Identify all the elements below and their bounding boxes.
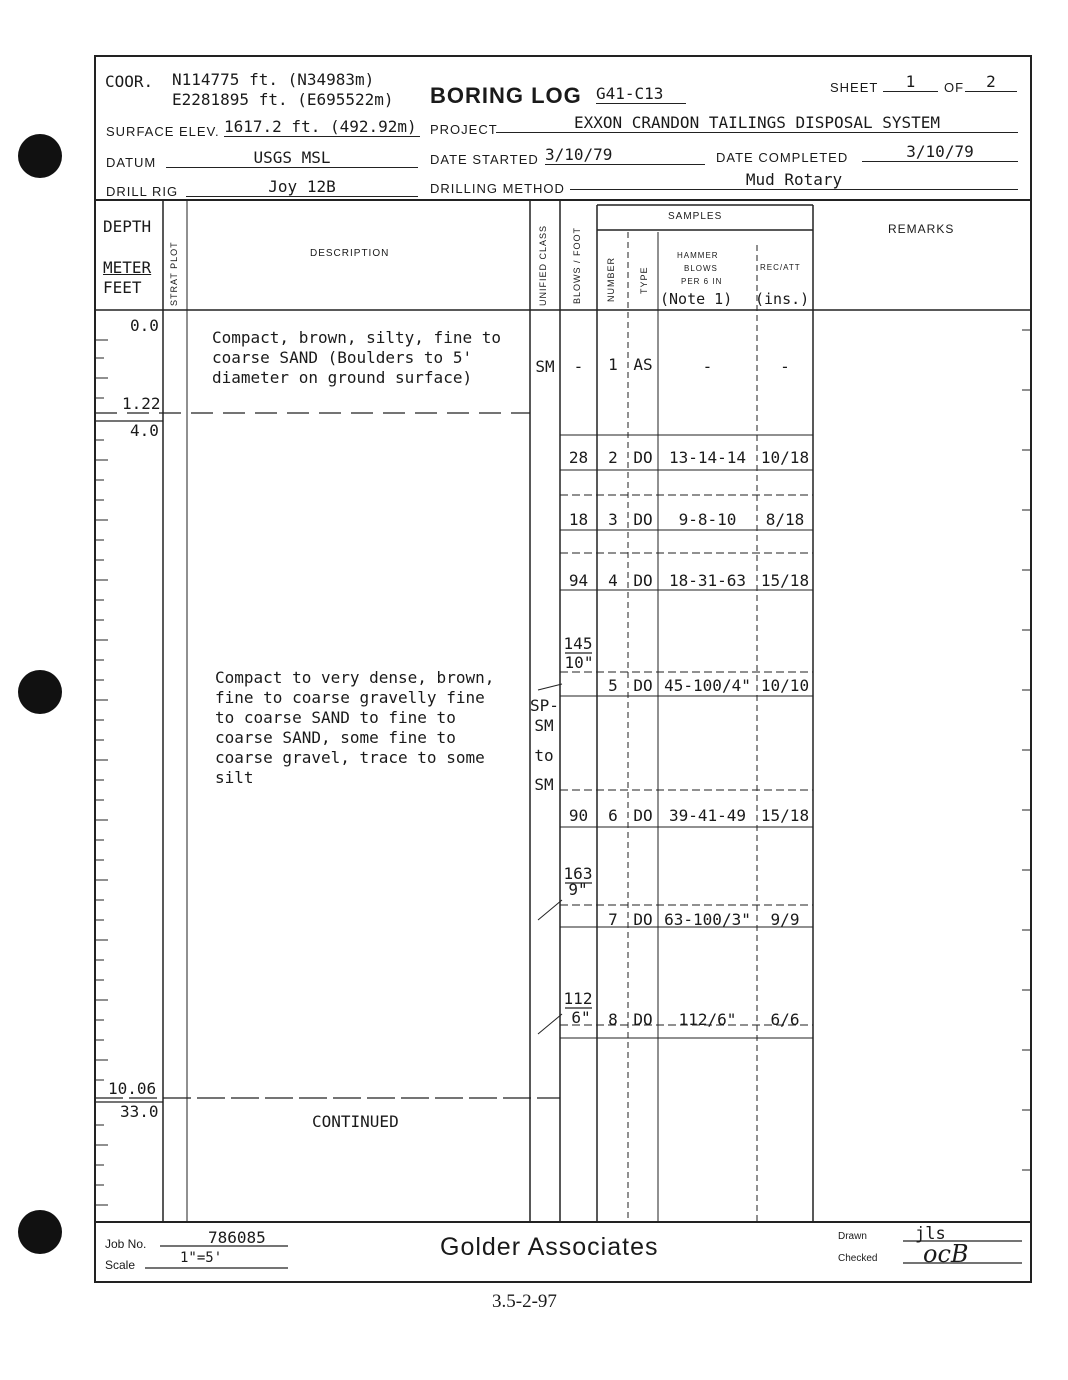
sample-1-rec: - [780, 357, 790, 376]
checked-label: Checked [838, 1253, 878, 1264]
sample-2-number: 2 [608, 448, 618, 467]
sample-8-rec: 6/6 [770, 1010, 800, 1029]
sample-3-rec: 8/18 [765, 510, 805, 529]
sample-1-type: AS [633, 355, 653, 374]
sample-6-rec: 15/18 [760, 806, 810, 825]
sample-7-type: DO [633, 910, 653, 929]
col-type: TYPE [639, 266, 649, 294]
sample-2-blows: 28 [568, 448, 589, 467]
datum-label: DATUM [106, 155, 157, 170]
coor-east: E2281895 ft. (E695522m) [172, 90, 394, 109]
sample-1-number: 1 [608, 355, 618, 374]
checked-signature: ocB [923, 1240, 969, 1268]
of-label: OF [944, 80, 965, 95]
sample-1-hammer: - [702, 357, 713, 376]
col-number: NUMBER [606, 256, 616, 302]
col-hammer-1: HAMMER [677, 251, 719, 260]
coor-north: N114775 ft. (N34983m) [172, 70, 375, 89]
coor-label: COOR. [105, 72, 154, 91]
sample-5-blows-bottom: 10" [564, 653, 594, 672]
layer-1-blows: - [573, 357, 584, 376]
depth-33-0: 33.0 [120, 1102, 159, 1121]
datum-value: USGS MSL [166, 148, 418, 168]
sample-4-number: 4 [608, 571, 618, 590]
sample-5-hammer: 45-100/4" [664, 676, 751, 695]
job-number-label: Job No. [105, 1237, 147, 1251]
sample-5-blows-top: 145 [563, 634, 593, 653]
project-value: EXXON CRANDON TAILINGS DISPOSAL SYSTEM [496, 113, 1018, 133]
sample-7-rec: 9/9 [770, 910, 800, 929]
sample-3-number: 3 [608, 510, 618, 529]
sample-7-blows-bottom: 9" [568, 880, 588, 899]
sample-5-rec: 10/10 [760, 676, 810, 695]
form-title: BORING LOG [430, 83, 582, 108]
col-samples: SAMPLES [668, 211, 723, 222]
scale-label: Scale [105, 1258, 136, 1272]
scale-value: 1"=5' [180, 1250, 223, 1266]
layer-2-description: Compact to very dense, brown, fine to coarse gravelly fine to coarse SAND to fine to coarse SAND, some fine to coarse gravel, trace to some silt [215, 668, 495, 787]
drawn-value: jls [915, 1224, 946, 1244]
depth-10-06: 10.06 [108, 1079, 157, 1098]
col-depth: DEPTH [103, 217, 152, 236]
sheet-number: 1 [883, 72, 938, 92]
sample-6-number: 6 [608, 806, 618, 825]
date-started-label: DATE STARTED [430, 152, 539, 167]
col-rec-ins: (ins.) [755, 290, 810, 308]
sample-3-hammer: 9-8-10 [678, 510, 737, 529]
sheet-total: 2 [965, 72, 1017, 92]
col-hammer-note: (Note 1) [660, 290, 733, 308]
col-strat-plot: STRAT PLOT [169, 241, 179, 306]
layer-1-description: Compact, brown, silty, fine to coarse SAND (Boulders to 5' diameter on ground surface) [212, 328, 501, 387]
sample-8-hammer: 112/6" [678, 1010, 737, 1029]
sample-4-type: DO [633, 571, 653, 590]
sample-8-blows-top: 112 [563, 989, 593, 1008]
sample-3-blows: 18 [568, 510, 589, 529]
drill-rig-value: Joy 12B [186, 177, 418, 197]
layer-2-class-line-2: SM [534, 716, 554, 735]
layer-2-class-line-1: SP- [530, 696, 559, 715]
surface-elev-label: SURFACE ELEV. [106, 124, 220, 139]
project-label: PROJECT [430, 122, 498, 137]
sample-8-type: DO [633, 1010, 653, 1029]
continued-note: CONTINUED [312, 1112, 399, 1131]
sample-5-number: 5 [608, 676, 618, 695]
sample-7-blows-top: 163 [563, 864, 593, 883]
sheet-label: SHEET [830, 80, 879, 95]
col-description: DESCRIPTION [310, 248, 390, 259]
layer-2-class-line-3: to [534, 746, 554, 765]
page-number: 3.5-2-97 [492, 1291, 557, 1312]
sample-8-number: 8 [608, 1010, 618, 1029]
col-rec-att: REC/ATT [760, 263, 801, 272]
sample-5-type: DO [633, 676, 653, 695]
sample-4-hammer: 18-31-63 [668, 571, 747, 590]
layer-2-class-line-4: SM [534, 775, 554, 794]
sample-4-blows: 94 [568, 571, 589, 590]
col-remarks: REMARKS [888, 222, 955, 236]
depth-0-0: 0.0 [130, 316, 159, 335]
sample-6-type: DO [633, 806, 653, 825]
boring-id: G41-C13 [596, 84, 686, 104]
drill-rig-label: DRILL RIG [106, 184, 179, 199]
drilling-method-label: DRILLING METHOD [430, 181, 565, 196]
col-unified-class: UNIFIED CLASS [538, 224, 548, 306]
sample-8-blows-bottom: 6" [571, 1008, 591, 1027]
sample-3-type: DO [633, 510, 653, 529]
sample-2-hammer: 13-14-14 [668, 448, 747, 467]
drawn-label: Drawn [838, 1231, 867, 1242]
col-meter: METER [103, 258, 152, 277]
job-number-value: 786085 [208, 1228, 266, 1247]
sample-4-rec: 15/18 [760, 571, 810, 590]
sample-2-rec: 10/18 [760, 448, 810, 467]
col-feet: FEET [103, 278, 142, 297]
col-hammer-2: BLOWS [684, 264, 718, 273]
date-completed-value: 3/10/79 [862, 142, 1018, 162]
sample-2-type: DO [633, 448, 653, 467]
sample-6-hammer: 39-41-49 [668, 806, 747, 825]
surface-elev-value: 1617.2 ft. (492.92m) [224, 117, 420, 137]
layer-1-unified-class: SM [535, 357, 555, 376]
date-completed-label: DATE COMPLETED [716, 150, 849, 165]
depth-4-0: 4.0 [130, 421, 159, 440]
depth-1-22: 1.22 [122, 394, 161, 413]
company-name: Golder Associates [440, 1233, 659, 1261]
drilling-method-value: Mud Rotary [570, 170, 1018, 190]
sample-7-number: 7 [608, 910, 618, 929]
col-blows-foot: BLOWS / FOOT [572, 226, 582, 304]
sample-6-blows: 90 [568, 806, 589, 825]
date-started-value: 3/10/79 [545, 145, 705, 165]
sample-7-hammer: 63-100/3" [664, 910, 751, 929]
col-hammer-3: PER 6 IN [681, 277, 723, 286]
